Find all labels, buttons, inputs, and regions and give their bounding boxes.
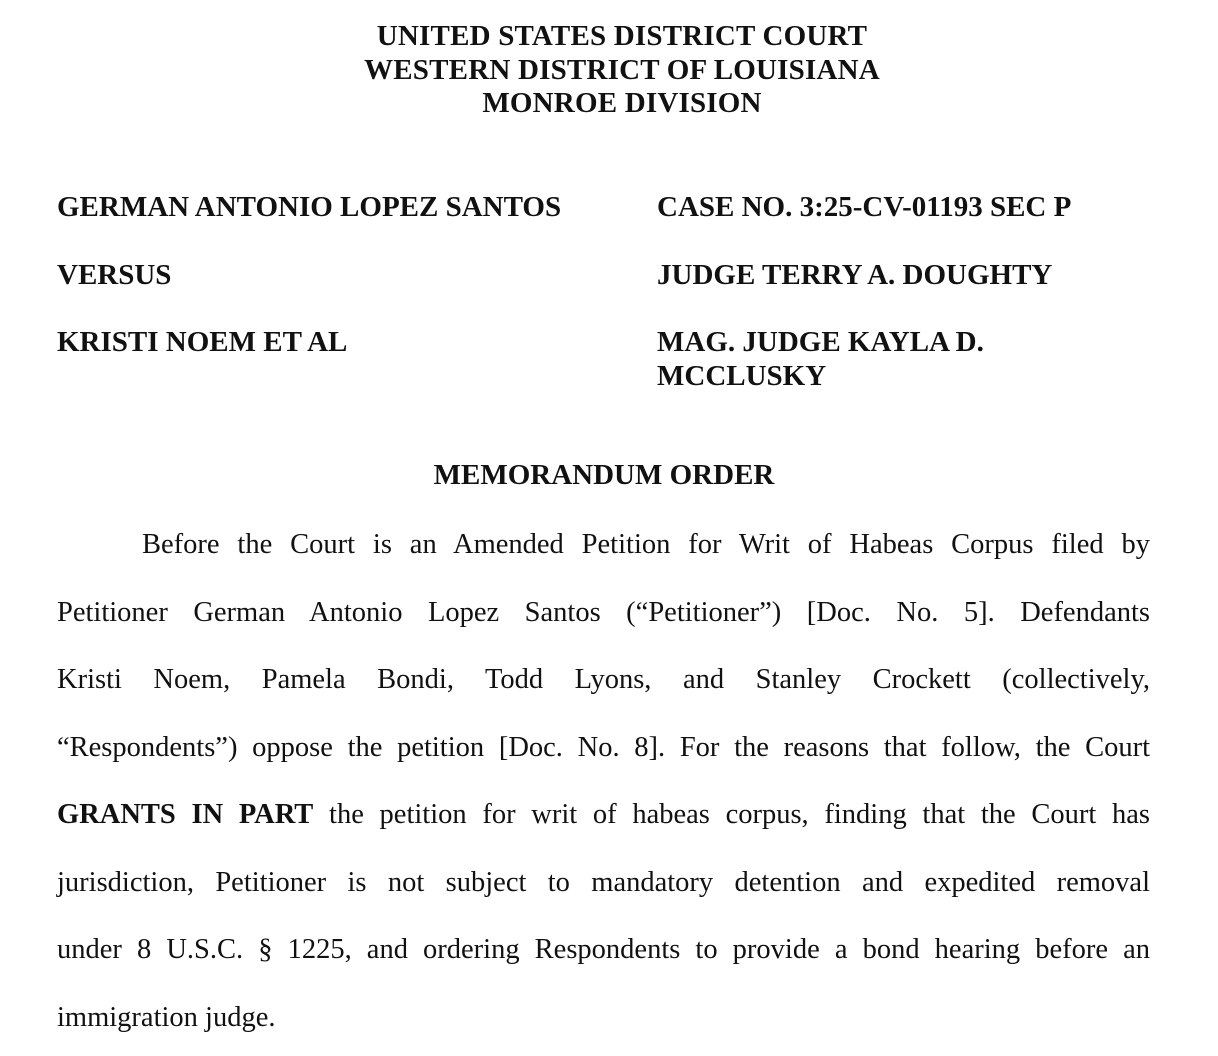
paragraph-line: Petitioner German Antonio Lopez Santos (“Petitioner”) [Doc. No. 5]. Defendants xyxy=(57,597,1150,628)
judge-name: JUDGE TERRY A. DOUGHTY xyxy=(657,259,1053,291)
case-number: CASE NO. 3:25-CV-01193 SEC P xyxy=(657,191,1072,223)
court-district: WESTERN DISTRICT OF LOUISIANA xyxy=(364,53,880,86)
document-title: MEMORANDUM ORDER xyxy=(433,459,775,491)
paragraph-line xyxy=(57,798,1150,832)
paragraph-line: under 8 U.S.C. § 1225, and ordering Respondents to provide a bond hearing before an xyxy=(57,934,1150,965)
petitioner-name: GERMAN ANTONIO LOPEZ SANTOS xyxy=(57,191,562,223)
court-header xyxy=(0,20,1218,121)
paragraph-line: “Respondents”) oppose the petition [Doc. No. 8]. For the reasons that follow, the Court xyxy=(57,732,1150,763)
paragraph-line: Before the Court is an Amended Petition for Writ of Habeas Corpus filed by xyxy=(142,529,1150,560)
court-division: MONROE DIVISION xyxy=(482,87,762,119)
magistrate-judge-line1: MAG. JUDGE KAYLA D. xyxy=(657,326,984,358)
magistrate-judge-line2: MCCLUSKY xyxy=(657,360,827,392)
paragraph-line: jurisdiction, Petitioner is not subject to mandatory detention and expedited removal xyxy=(57,867,1150,898)
respondent-name: KRISTI NOEM ET AL xyxy=(57,326,348,358)
magistrate-judge xyxy=(657,325,984,393)
paragraph-line: Kristi Noem, Pamela Bondi, Todd Lyons, and Stanley Crockett (collectively, xyxy=(57,664,1150,695)
paragraph-line: immigration judge. xyxy=(57,1002,276,1033)
court-name: UNITED STATES DISTRICT COURT xyxy=(376,20,868,52)
paragraph-line-rest: the petition for writ of habeas corpus, finding that the Court has xyxy=(313,799,1150,830)
versus-label: VERSUS xyxy=(57,259,172,291)
grants-in-part-text: GRANTS IN PART xyxy=(57,799,314,830)
